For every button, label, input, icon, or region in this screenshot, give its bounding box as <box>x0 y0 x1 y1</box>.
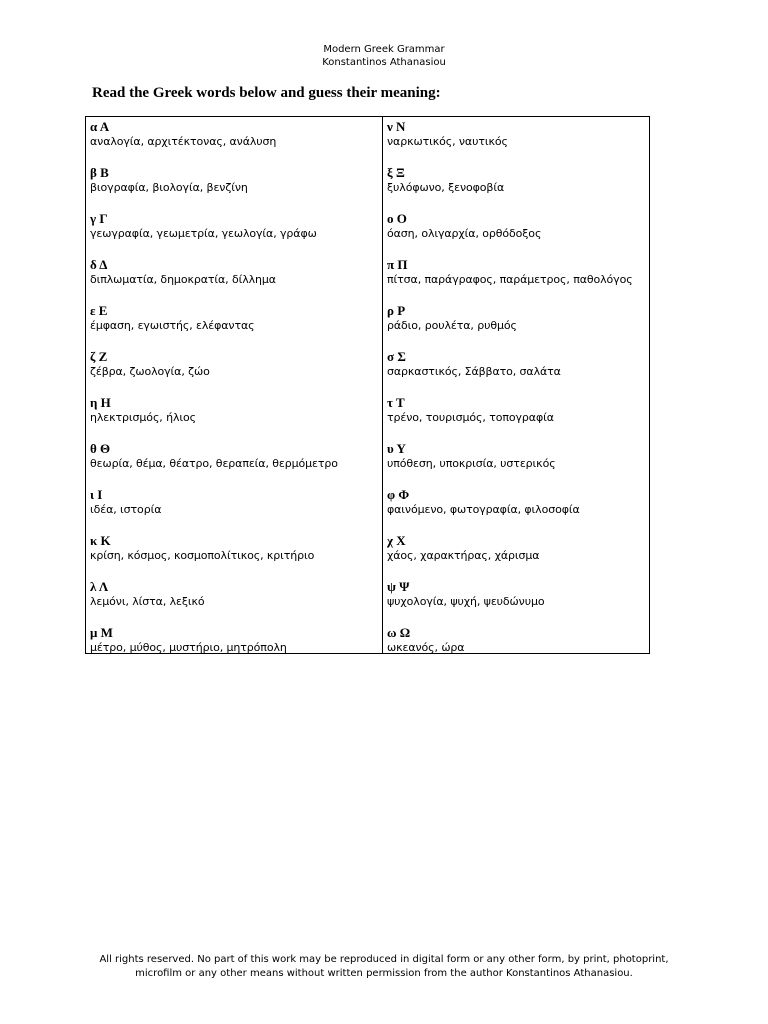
letter-entry <box>387 625 464 655</box>
greek-letter: ρ Ρ <box>387 303 406 318</box>
letter-entry <box>387 533 539 563</box>
document-title: Modern Greek Grammar <box>323 44 445 55</box>
letter-entry <box>387 487 580 517</box>
letter-entry <box>90 257 276 287</box>
greek-letter: σ Σ <box>387 349 406 364</box>
greek-letter: ε Ε <box>90 303 108 318</box>
example-words: έμφαση, εγωιστής, ελέφαντας <box>90 319 255 332</box>
greek-letter: υ Υ <box>387 441 406 456</box>
example-words: ψυχολογία, ψυχή, ψευδώνυμο <box>387 595 545 608</box>
greek-letter: ι Ι <box>90 487 103 502</box>
greek-letter: ψ Ψ <box>387 579 410 594</box>
letter-entry <box>90 395 196 425</box>
left-column <box>86 117 383 653</box>
letter-entry <box>387 349 561 379</box>
example-words: κρίση, κόσμος, κοσμοπολίτικος, κριτήριο <box>90 549 315 562</box>
example-words: ράδιο, ρουλέτα, ρυθμός <box>387 319 517 332</box>
example-words: υπόθεση, υποκρισία, υστερικός <box>387 457 556 470</box>
example-words: ωκεανός, ώρα <box>387 641 465 654</box>
greek-letter: κ Κ <box>90 533 111 548</box>
greek-letter: γ Γ <box>90 211 108 226</box>
greek-letter: δ Δ <box>90 257 108 272</box>
example-words: φαινόμενο, φωτογραφία, φιλοσοφία <box>387 503 580 516</box>
example-words: μέτρο, μύθος, μυστήριο, μητρόπολη <box>90 641 287 654</box>
document-author: Konstantinos Athanasiou <box>322 57 446 68</box>
greek-letter: ζ Ζ <box>90 349 108 364</box>
copyright-line-2: microfilm or any other means without written permission from the author Konstantinos Athanasiou. <box>135 968 633 979</box>
letter-entry <box>90 303 254 333</box>
example-words: θεωρία, θέμα, θέατρο, θεραπεία, θερμόμετρο <box>90 457 338 470</box>
example-words: γεωγραφία, γεωμετρία, γεωλογία, γράφω <box>90 227 317 240</box>
letter-entry <box>90 487 161 517</box>
example-words: διπλωματία, δημοκρατία, δίλλημα <box>90 273 276 286</box>
document-header <box>0 43 768 69</box>
greek-letter: π Π <box>387 257 408 272</box>
copyright-footer <box>0 953 768 981</box>
letter-entry <box>387 395 554 425</box>
greek-letter: ο Ο <box>387 211 407 226</box>
letter-entry <box>387 441 556 471</box>
greek-letter: θ Θ <box>90 441 111 456</box>
right-column <box>383 117 649 653</box>
greek-letter: χ Χ <box>387 533 406 548</box>
example-words: αναλογία, αρχιτέκτονας, ανάλυση <box>90 135 277 148</box>
vocabulary-table <box>85 116 650 654</box>
letter-entry <box>90 211 317 241</box>
greek-letter: β Β <box>90 165 109 180</box>
letter-entry <box>90 533 314 563</box>
example-words: ηλεκτρισμός, ήλιος <box>90 411 196 424</box>
example-words: ζέβρα, ζωολογία, ζώο <box>90 365 210 378</box>
letter-entry <box>90 441 338 471</box>
copyright-line-1: All rights reserved. No part of this work may be reproduced in digital form or any other form, by print, photoprint, <box>99 954 669 965</box>
example-words: λεμόνι, λίστα, λεξικό <box>90 595 205 608</box>
example-words: χάος, χαρακτήρας, χάρισμα <box>387 549 540 562</box>
letter-entry <box>387 165 504 195</box>
letter-entry <box>387 303 517 333</box>
letter-entry <box>90 165 248 195</box>
letter-entry <box>387 257 633 287</box>
instruction-text: Read the Greek words below and guess their meaning: <box>92 85 441 101</box>
example-words: όαση, ολιγαρχία, ορθόδοξος <box>387 227 542 240</box>
greek-letter: ξ Ξ <box>387 165 405 180</box>
greek-letter: μ Μ <box>90 625 113 640</box>
letter-entry <box>387 211 541 241</box>
example-words: ξυλόφωνο, ξενοφοβία <box>387 181 505 194</box>
letter-entry <box>90 625 287 655</box>
greek-letter: φ Φ <box>387 487 410 502</box>
example-words: σαρκαστικός, Σάββατο, σαλάτα <box>387 365 561 378</box>
greek-letter: α Α <box>90 119 110 134</box>
example-words: ιδέα, ιστορία <box>90 503 162 516</box>
greek-letter: τ Τ <box>387 395 405 410</box>
example-words: βιογραφία, βιολογία, βενζίνη <box>90 181 248 194</box>
greek-letter: ω Ω <box>387 625 411 640</box>
example-words: ναρκωτικός, ναυτικός <box>387 135 508 148</box>
letter-entry <box>387 579 545 609</box>
letter-entry <box>387 119 508 149</box>
greek-letter: ν Ν <box>387 119 406 134</box>
example-words: τρένο, τουρισμός, τοπογραφία <box>387 411 554 424</box>
example-words: πίτσα, παράγραφος, παράμετρος, παθολόγος <box>387 273 633 286</box>
greek-letter: λ Λ <box>90 579 109 594</box>
letter-entry <box>90 119 276 149</box>
letter-entry <box>90 579 205 609</box>
letter-entry <box>90 349 210 379</box>
greek-letter: η Η <box>90 395 111 410</box>
